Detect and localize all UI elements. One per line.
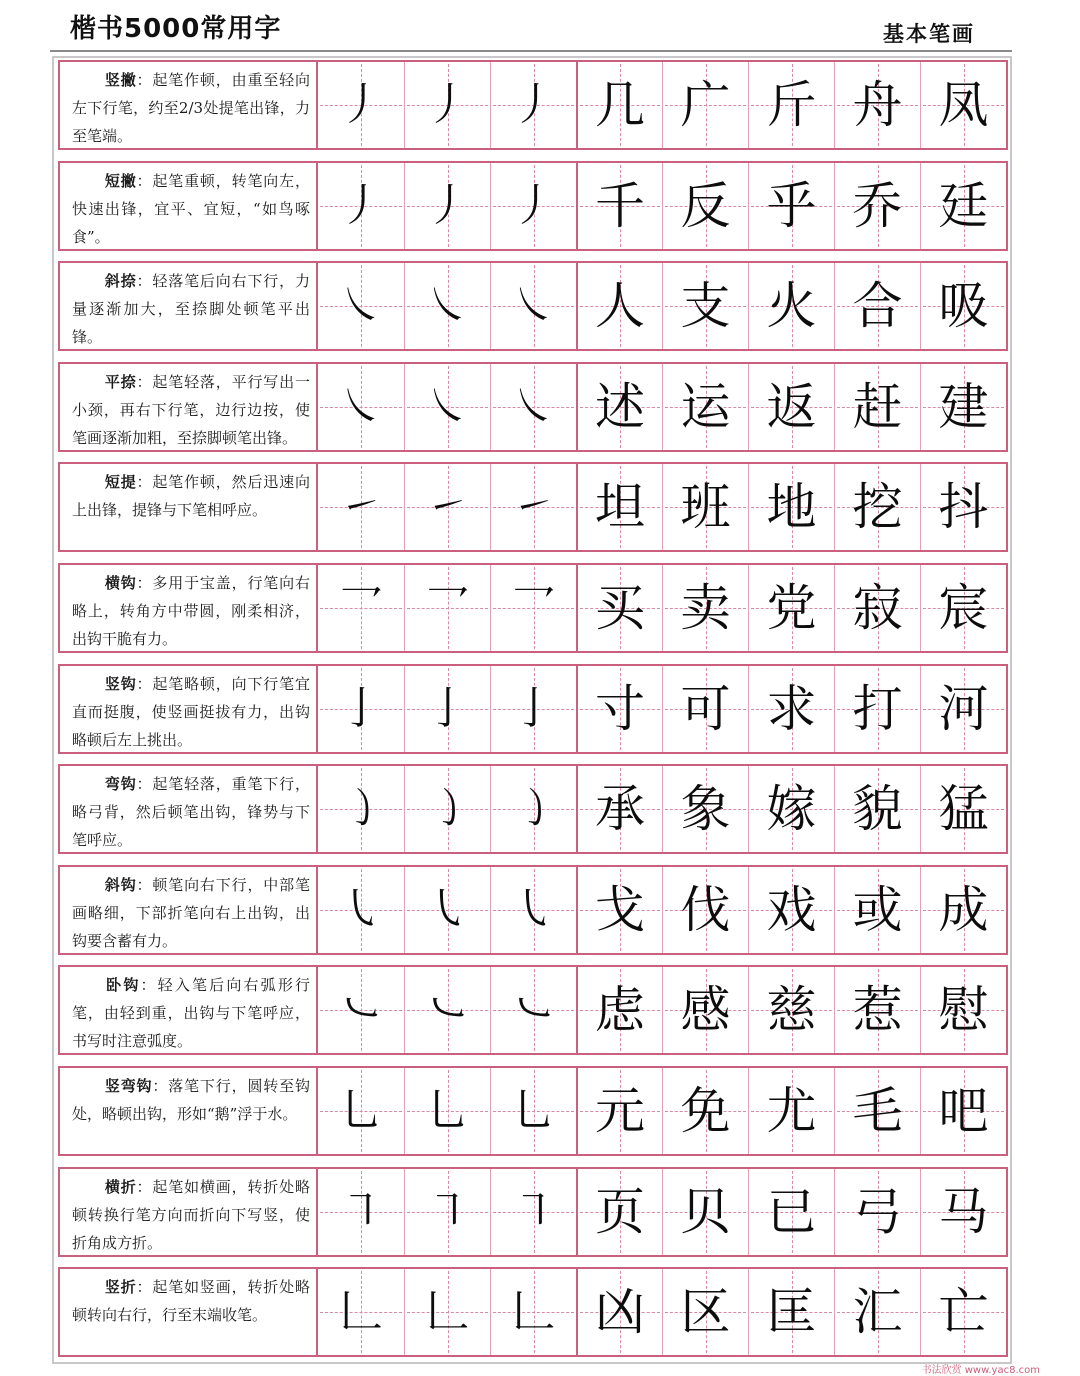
stroke-practice-cell — [318, 565, 404, 651]
stroke-explanation: ：多用于宝盖，行笔向右略上，转角方中带圆，刚柔相济，出钩干脆有力。 — [72, 574, 310, 648]
stroke-practice-cell — [318, 1269, 404, 1355]
example-character: 运 — [680, 378, 731, 436]
example-char-cell — [576, 263, 662, 349]
stroke-practice-cell — [404, 1068, 490, 1154]
stroke-sample: 乛 — [425, 582, 470, 633]
stroke-sample: 乛 — [339, 582, 383, 633]
example-char-cell — [662, 565, 748, 651]
example-character: 合 — [852, 277, 903, 335]
stroke-term: 斜钩 — [104, 876, 137, 894]
stroke-sample: 乚 — [339, 1085, 383, 1136]
stroke-sample: 𠃊 — [339, 1286, 383, 1337]
stroke-sample: ㇃ — [425, 984, 470, 1035]
stroke-practice-cell — [404, 163, 490, 249]
stroke-sample: ㇁ — [425, 783, 470, 834]
stroke-practice-cell — [490, 1068, 576, 1154]
example-char-cell — [834, 766, 920, 852]
stroke-sample: 亅 — [511, 683, 556, 734]
example-char-cell — [576, 867, 662, 953]
example-character: 寸 — [595, 680, 645, 738]
stroke-sample: ㇃ — [339, 984, 383, 1035]
example-char-cell — [662, 1269, 748, 1355]
stroke-term: 平捺 — [104, 373, 137, 391]
stroke-practice-cell — [318, 263, 404, 349]
stroke-practice-cell — [490, 666, 576, 752]
stroke-practice-cell — [404, 1269, 490, 1355]
example-char-cell — [662, 163, 748, 249]
example-character: 凤 — [938, 76, 989, 134]
stroke-description — [60, 263, 318, 349]
example-char-cell — [662, 1169, 748, 1255]
example-character: 承 — [595, 780, 645, 838]
stroke-sample: 亅 — [425, 683, 470, 734]
stroke-sample: ㇏ — [425, 280, 470, 331]
example-char-cell — [576, 163, 662, 249]
stroke-explanation: ：起笔轻落，重笔下行，略弓背，然后顿笔出钩，锋势与下笔呼应。 — [72, 775, 310, 849]
stroke-practice-cell — [490, 1169, 576, 1255]
stroke-term: 竖折 — [104, 1278, 137, 1296]
stroke-row — [58, 1066, 1008, 1156]
example-character: 惹 — [852, 981, 903, 1039]
example-character: 区 — [680, 1283, 731, 1341]
stroke-practice-cell — [318, 867, 404, 953]
example-character: 虑 — [595, 981, 645, 1039]
book-title: 楷书5000常用字 — [70, 14, 282, 44]
example-char-cell — [662, 967, 748, 1053]
example-character: 千 — [595, 177, 645, 235]
example-char-cell — [834, 1169, 920, 1255]
stroke-practice-cell — [404, 666, 490, 752]
example-character: 廷 — [938, 177, 989, 235]
stroke-practice-cell — [490, 766, 576, 852]
stroke-practice-cell — [490, 1269, 576, 1355]
stroke-term: 短撇 — [104, 172, 137, 190]
example-character: 马 — [938, 1183, 989, 1241]
stroke-term: 横钩 — [104, 574, 137, 592]
example-character: 可 — [680, 680, 731, 738]
stroke-sample: ㇏ — [425, 381, 470, 432]
example-character: 貌 — [852, 780, 903, 838]
stroke-term: 斜捺 — [104, 272, 137, 290]
stroke-practice-cell — [404, 967, 490, 1053]
example-character: 吧 — [938, 1082, 989, 1140]
example-char-cell — [920, 1068, 1006, 1154]
stroke-sample: ㇂ — [511, 884, 556, 935]
stroke-sample: ㇃ — [511, 984, 556, 1035]
stroke-practice-cell — [490, 62, 576, 148]
stroke-row — [58, 965, 1008, 1055]
stroke-sample: ㇂ — [425, 884, 470, 935]
example-character: 吸 — [938, 277, 989, 335]
stroke-sample: 𠃊 — [511, 1286, 556, 1337]
stroke-row — [58, 1267, 1008, 1357]
stroke-row — [58, 161, 1008, 251]
stroke-row — [58, 60, 1008, 150]
example-char-cell — [920, 565, 1006, 651]
stroke-description — [60, 364, 318, 450]
stroke-practice-cell — [490, 967, 576, 1053]
stroke-practice-cell — [318, 62, 404, 148]
example-char-cell — [920, 666, 1006, 752]
example-character: 嫁 — [766, 780, 817, 838]
example-char-cell — [834, 1068, 920, 1154]
stroke-explanation: ：起笔略顿，向下行笔宜直而挺腹，使竖画挺拔有力，出钩略顿后左上挑出。 — [72, 675, 310, 749]
stroke-practice-cell — [318, 464, 404, 550]
example-char-cell — [920, 263, 1006, 349]
example-char-cell — [662, 1068, 748, 1154]
example-character: 尤 — [766, 1082, 817, 1140]
stroke-practice-cell — [490, 867, 576, 953]
stroke-practice-cell — [490, 163, 576, 249]
stroke-term: 竖弯钩 — [104, 1077, 153, 1095]
stroke-description — [60, 163, 318, 249]
example-char-cell — [662, 766, 748, 852]
example-char-cell — [834, 364, 920, 450]
example-character: 支 — [680, 277, 731, 335]
example-char-cell — [576, 1068, 662, 1154]
example-char-cell — [920, 163, 1006, 249]
stroke-term: 短提 — [104, 473, 137, 491]
example-char-cell — [576, 666, 662, 752]
example-character: 宸 — [938, 579, 989, 637]
stroke-practice-cell — [318, 766, 404, 852]
example-char-cell — [576, 565, 662, 651]
stroke-description — [60, 1068, 318, 1154]
example-char-cell — [748, 867, 834, 953]
stroke-practice-cell — [318, 163, 404, 249]
stroke-practice-cell — [318, 666, 404, 752]
example-char-cell — [748, 464, 834, 550]
stroke-practice-cell — [404, 1169, 490, 1255]
stroke-practice-cell — [490, 565, 576, 651]
example-character: 班 — [680, 478, 731, 536]
stroke-sample: 乚 — [511, 1085, 556, 1136]
stroke-explanation: ：轻入笔后向右弧形行笔，由轻到重，出钩与下笔呼应，书写时注意弧度。 — [72, 976, 310, 1050]
stroke-description — [60, 565, 318, 651]
example-character: 亡 — [938, 1283, 989, 1341]
example-char-cell — [748, 263, 834, 349]
example-character: 慰 — [938, 981, 989, 1039]
example-char-cell — [748, 766, 834, 852]
stroke-sample: 乛 — [511, 582, 556, 633]
example-char-cell — [576, 464, 662, 550]
stroke-practice-sheet — [52, 56, 1012, 1364]
stroke-description — [60, 967, 318, 1053]
stroke-sample: ㇀ — [511, 481, 556, 532]
stroke-practice-cell — [318, 967, 404, 1053]
stroke-practice-cell — [318, 1068, 404, 1154]
stroke-explanation: ：起笔作顿，然后迅速向上出锋，提锋与下笔相呼应。 — [72, 473, 310, 519]
stroke-practice-cell — [404, 766, 490, 852]
stroke-sample: 乚 — [425, 1085, 470, 1136]
stroke-practice-cell — [318, 1169, 404, 1255]
example-character: 乎 — [766, 177, 817, 235]
stroke-practice-cell — [318, 364, 404, 450]
example-character: 广 — [680, 76, 731, 134]
example-character: 匡 — [766, 1283, 817, 1341]
example-character: 元 — [595, 1082, 645, 1140]
example-char-cell — [748, 1269, 834, 1355]
example-char-cell — [576, 967, 662, 1053]
example-char-cell — [834, 666, 920, 752]
stroke-practice-cell — [404, 62, 490, 148]
stroke-explanation: ：起笔轻落，平行写出一小颈，再右下行笔，边行边按，使笔画逐渐加粗，至捺脚顿笔出锋。 — [72, 373, 310, 447]
example-character: 反 — [680, 177, 731, 235]
example-character: 寂 — [852, 579, 903, 637]
example-char-cell — [834, 62, 920, 148]
example-character: 弓 — [852, 1183, 903, 1241]
stroke-sample: ㇁ — [339, 783, 383, 834]
example-character: 几 — [595, 76, 645, 134]
example-char-cell — [748, 1169, 834, 1255]
example-character: 赶 — [852, 378, 903, 436]
stroke-explanation: ：落笔下行，圆转至钩处，略顿出钩，形如“鹅”浮于水。 — [72, 1077, 310, 1123]
example-character: 戏 — [766, 881, 817, 939]
example-char-cell — [920, 364, 1006, 450]
stroke-sample: 亅 — [339, 683, 383, 734]
watermark: 书法欣赏 www.yac8.com — [921, 1365, 1040, 1376]
example-char-cell — [920, 867, 1006, 953]
example-character: 汇 — [852, 1283, 903, 1341]
example-character: 地 — [766, 478, 817, 536]
stroke-sample: ㇂ — [339, 884, 383, 935]
example-char-cell — [662, 464, 748, 550]
stroke-explanation: ：起笔如竖画，转折处略顿转向右行，行至末端收笔。 — [72, 1278, 310, 1324]
example-char-cell — [576, 1269, 662, 1355]
example-char-cell — [748, 364, 834, 450]
stroke-row — [58, 362, 1008, 452]
stroke-row — [58, 865, 1008, 955]
example-character: 凶 — [595, 1283, 645, 1341]
example-char-cell — [662, 867, 748, 953]
header-divider — [50, 50, 1012, 52]
example-char-cell — [834, 163, 920, 249]
example-character: 成 — [938, 881, 989, 939]
example-char-cell — [748, 62, 834, 148]
example-character: 乔 — [852, 177, 903, 235]
stroke-sample: ㇕ — [425, 1186, 470, 1237]
example-character: 述 — [595, 378, 645, 436]
stroke-description — [60, 666, 318, 752]
example-char-cell — [576, 364, 662, 450]
stroke-practice-cell — [404, 263, 490, 349]
stroke-practice-cell — [490, 364, 576, 450]
stroke-practice-cell — [490, 464, 576, 550]
example-character: 贝 — [680, 1183, 731, 1241]
example-character: 毛 — [852, 1082, 903, 1140]
example-char-cell — [834, 867, 920, 953]
example-character: 免 — [680, 1082, 731, 1140]
stroke-explanation: ：轻落笔后向右下行，力量逐渐加大，至捺脚处顿笔平出锋。 — [72, 272, 310, 346]
example-character: 慈 — [766, 981, 817, 1039]
stroke-sample: ㇕ — [511, 1186, 556, 1237]
stroke-row — [58, 764, 1008, 854]
example-char-cell — [834, 263, 920, 349]
stroke-explanation: ：顿笔向右下行，中部笔画略细，下部折笔向右上出钩，出钩要含蓄有力。 — [72, 876, 310, 950]
example-character: 挖 — [852, 478, 903, 536]
example-char-cell — [920, 967, 1006, 1053]
stroke-practice-cell — [404, 364, 490, 450]
example-char-cell — [662, 666, 748, 752]
example-char-cell — [662, 62, 748, 148]
stroke-sample: ㇏ — [511, 381, 556, 432]
stroke-practice-cell — [404, 565, 490, 651]
stroke-description — [60, 1269, 318, 1355]
example-character: 舟 — [852, 76, 903, 134]
example-character: 抖 — [938, 478, 989, 536]
example-character: 戈 — [595, 881, 645, 939]
stroke-row — [58, 664, 1008, 754]
example-char-cell — [834, 565, 920, 651]
stroke-sample: 丿 — [425, 180, 470, 231]
example-character: 或 — [852, 881, 903, 939]
example-character: 河 — [938, 680, 989, 738]
example-character: 猛 — [938, 780, 989, 838]
example-character: 求 — [766, 680, 817, 738]
page-header — [0, 0, 1080, 54]
example-char-cell — [920, 1269, 1006, 1355]
stroke-sample: ㇕ — [339, 1186, 383, 1237]
stroke-sample: ㇀ — [425, 481, 470, 532]
stroke-sample: 丿 — [425, 79, 470, 130]
stroke-term: 横折 — [104, 1178, 137, 1196]
stroke-sample: 丿 — [511, 180, 556, 231]
example-char-cell — [662, 263, 748, 349]
example-character: 打 — [852, 680, 903, 738]
stroke-sample: 𠃊 — [425, 1286, 470, 1337]
example-char-cell — [920, 1169, 1006, 1255]
example-character: 火 — [766, 277, 817, 335]
example-char-cell — [748, 967, 834, 1053]
stroke-description — [60, 766, 318, 852]
stroke-row — [58, 462, 1008, 552]
stroke-sample: ㇀ — [339, 481, 383, 532]
example-character: 斤 — [766, 76, 817, 134]
stroke-row — [58, 261, 1008, 351]
example-character: 人 — [595, 277, 645, 335]
stroke-sample: ㇏ — [339, 280, 383, 331]
example-char-cell — [834, 967, 920, 1053]
example-character: 返 — [766, 378, 817, 436]
stroke-practice-cell — [404, 867, 490, 953]
example-char-cell — [576, 766, 662, 852]
example-char-cell — [920, 766, 1006, 852]
example-char-cell — [920, 464, 1006, 550]
stroke-term: 弯钩 — [104, 775, 137, 793]
example-character: 坦 — [595, 478, 645, 536]
stroke-term: 竖撇 — [104, 71, 137, 89]
stroke-explanation: ：起笔重顿，转笔向左，快速出锋，宜平、宜短，“如鸟啄食”。 — [72, 172, 310, 246]
example-character: 卖 — [680, 579, 731, 637]
example-character: 页 — [595, 1183, 645, 1241]
stroke-sample: 丿 — [339, 79, 383, 130]
stroke-sample: 丿 — [511, 79, 556, 130]
section-title: 基本笔画 — [883, 22, 975, 46]
example-char-cell — [576, 1169, 662, 1255]
example-character: 党 — [766, 579, 817, 637]
stroke-practice-cell — [404, 464, 490, 550]
example-char-cell — [662, 364, 748, 450]
stroke-description — [60, 867, 318, 953]
example-character: 已 — [766, 1183, 817, 1241]
example-char-cell — [748, 666, 834, 752]
example-char-cell — [748, 565, 834, 651]
stroke-row — [58, 563, 1008, 653]
example-char-cell — [920, 62, 1006, 148]
stroke-sample: ㇁ — [511, 783, 556, 834]
example-character: 建 — [938, 378, 989, 436]
stroke-explanation: ：起笔作顿，由重至轻向左下行笔，约至2/3处提笔出锋，力至笔端。 — [72, 71, 310, 145]
example-char-cell — [748, 1068, 834, 1154]
example-char-cell — [834, 464, 920, 550]
stroke-practice-cell — [490, 263, 576, 349]
example-character: 买 — [595, 579, 645, 637]
stroke-sample: ㇏ — [339, 381, 383, 432]
stroke-term: 卧钩 — [104, 976, 141, 994]
stroke-description — [60, 62, 318, 148]
stroke-sample: ㇏ — [511, 280, 556, 331]
example-char-cell — [834, 1269, 920, 1355]
stroke-description — [60, 1169, 318, 1255]
example-character: 象 — [680, 780, 731, 838]
example-char-cell — [576, 62, 662, 148]
example-character: 伐 — [680, 881, 731, 939]
stroke-explanation: ：起笔如横画，转折处略顿转换行笔方向而折向下写竖，使折角成方折。 — [72, 1178, 310, 1252]
stroke-term: 竖钩 — [104, 675, 137, 693]
example-char-cell — [748, 163, 834, 249]
stroke-description — [60, 464, 318, 550]
stroke-row — [58, 1167, 1008, 1257]
stroke-sample: 丿 — [339, 180, 383, 231]
example-character: 感 — [680, 981, 731, 1039]
